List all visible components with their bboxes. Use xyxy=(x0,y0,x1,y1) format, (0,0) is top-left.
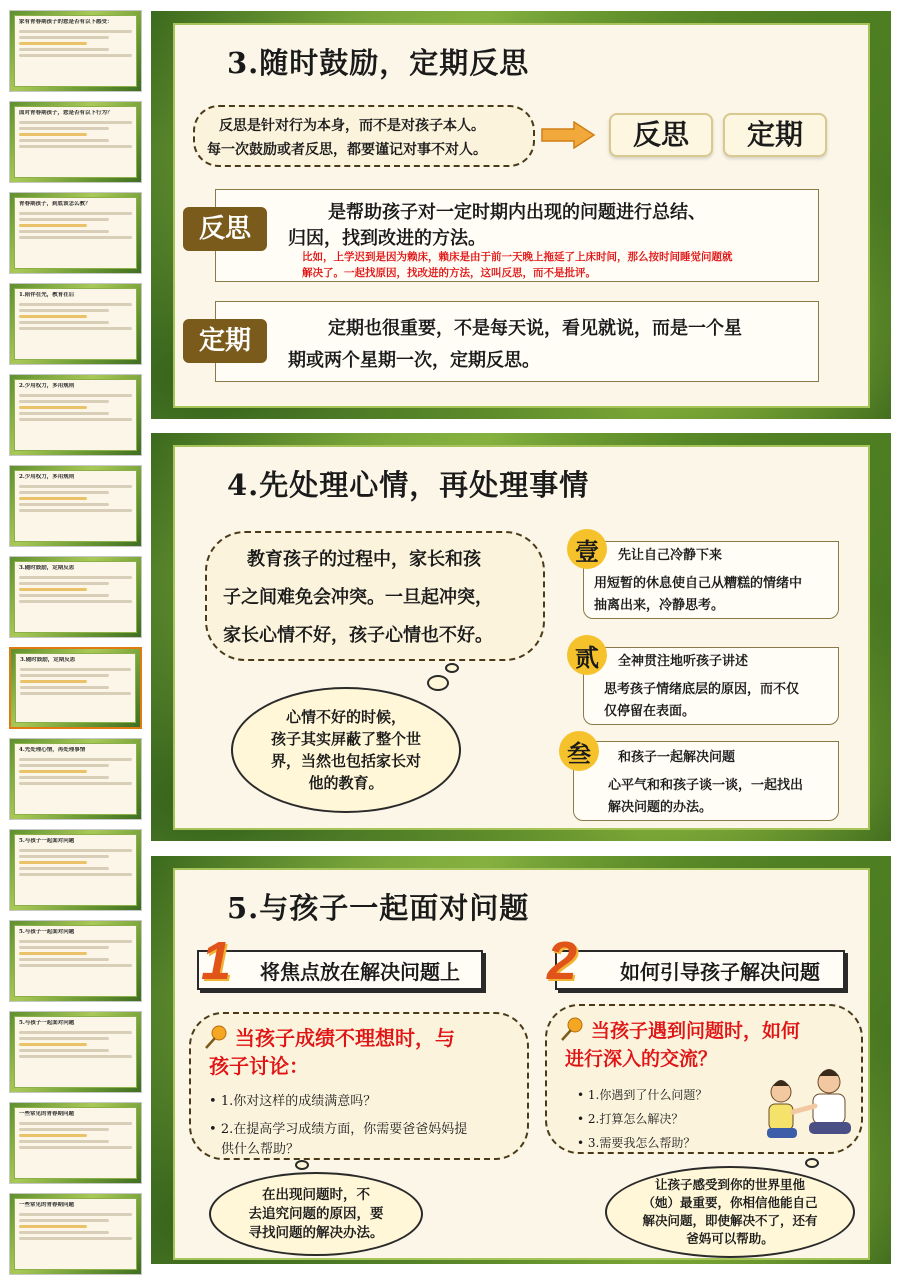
thumbnail-content xyxy=(14,1198,137,1270)
regular-description-box xyxy=(215,301,819,382)
thumbnail-title: 3.随时鼓励，定期反思 xyxy=(19,565,75,571)
left-question: 供什么帮助？ xyxy=(221,1142,300,1157)
thumbnail-content xyxy=(14,288,137,360)
right-red-heading: 当孩子遇到问题时，如何 xyxy=(591,1020,801,1042)
thumbnail-title: 5.与孩子一起面对问题 xyxy=(19,838,75,844)
main-text-line: 家长心情不好，孩子心情也不好。 xyxy=(223,625,493,646)
thumbnail-title: 2.少用权力，多用规则 xyxy=(19,383,75,389)
thumbnail-content xyxy=(14,15,137,87)
thumbnail-content xyxy=(14,470,137,542)
left-red-heading: 孩子讨论： xyxy=(209,1054,309,1078)
cloud-line: （她）最重要，你相信他能自己 xyxy=(642,1195,818,1210)
cloud-line: 爸妈可以帮助。 xyxy=(686,1231,774,1246)
pushpin-icon xyxy=(203,1024,229,1050)
number-two-icon: 2 xyxy=(547,931,578,991)
reflect-description-box xyxy=(215,189,819,282)
step-box-3 xyxy=(573,741,839,821)
step-badge-3: 叁 xyxy=(559,731,599,771)
slide-thumbnail-12[interactable] xyxy=(9,1011,142,1093)
cloud-line: 心情不好的时候， xyxy=(285,708,406,726)
intro-box xyxy=(193,105,535,167)
reflect-button[interactable]: 反思 xyxy=(609,113,713,157)
slide-title: 5.与孩子一起面对问题 xyxy=(227,891,530,925)
thumbnail-content xyxy=(14,106,137,178)
slide-thumbnail-3[interactable] xyxy=(9,192,142,274)
thumbnail-title: 5.与孩子一起面对问题 xyxy=(19,929,75,935)
slide-thumbnail-panel xyxy=(0,0,150,1286)
thumbnail-content xyxy=(15,653,136,723)
thumbnail-content xyxy=(14,561,137,633)
step-text: 解决问题的办法。 xyxy=(608,800,713,815)
cloud-line: 界，当然也包括家长对 xyxy=(270,752,421,770)
cloud-line: 在出现问题时，不 xyxy=(262,1186,370,1203)
right-discussion-box xyxy=(545,1004,863,1154)
step-text: 抽离出来，冷静思考。 xyxy=(594,598,725,613)
thumbnail-content xyxy=(14,925,137,997)
thumbnail-content xyxy=(14,1016,137,1088)
cloud-line: 解决问题，即使解决不了，还有 xyxy=(642,1213,818,1228)
slide-thumbnail-9[interactable] xyxy=(9,738,142,820)
slide-title: 3.随时鼓励，定期反思 xyxy=(227,46,530,80)
right-red-heading: 进行深入的交流？ xyxy=(565,1048,718,1070)
intro-line: 反思是针对行为本身，而不是对孩子本人。 xyxy=(219,118,485,134)
thumbnail-content xyxy=(14,197,137,269)
reflect-text: 是帮助孩子对一定时期内出现的问题进行总结、 xyxy=(328,202,706,223)
thumbnail-title: 青春期孩子，到底该怎么教？ xyxy=(19,201,91,207)
thumbnail-content xyxy=(14,743,137,815)
slide-thumbnail-10[interactable] xyxy=(9,829,142,911)
slide-thumbnail-6[interactable] xyxy=(9,465,142,547)
regular-text: 定期也很重要，不是每天说，看见就说，而是一个星 xyxy=(328,318,742,339)
reflect-example: 比如，上学迟到是因为赖床，赖床是由于前一天晚上拖延了上床时间，那么按时间睡觉问题就 xyxy=(302,251,733,263)
thumbnail-title: 一些常见的青春期问题 xyxy=(19,1111,75,1117)
thumbnail-title: 3.随时鼓励，定期反思 xyxy=(20,657,76,663)
step-box-1 xyxy=(583,541,839,619)
cloud-line: 寻找问题的解决办法。 xyxy=(248,1224,384,1241)
slide-face-problems-together[interactable] xyxy=(151,856,891,1264)
thumbnail-content xyxy=(14,379,137,451)
right-question: • 2.打算怎么解决？ xyxy=(577,1112,684,1126)
step-text: 仅停留在表面。 xyxy=(604,704,696,719)
thought-bubble-dot xyxy=(427,675,449,691)
cloud-line: 让孩子感受到你的世界里他 xyxy=(654,1177,805,1192)
step-badge-1: 壹 xyxy=(567,529,607,569)
thumbnail-content xyxy=(14,1107,137,1179)
thumbnail-content xyxy=(14,834,137,906)
slide-card xyxy=(173,23,870,408)
step-text: 心平气和和孩子谈一谈，一起找出 xyxy=(608,778,804,793)
number-one-icon: 1 xyxy=(201,931,232,991)
step-title: 全神贯注地听孩子讲述 xyxy=(618,654,749,669)
thought-bubble-dot xyxy=(295,1160,309,1170)
thumbnail-title: 面对青春期孩子，您是否有以下行为？ xyxy=(19,110,113,116)
slide-thumbnail-7[interactable] xyxy=(9,556,142,638)
cloud-line: 孩子其实屏蔽了整个世 xyxy=(270,730,421,748)
thumbnail-title: 2.少用权力，多用规则 xyxy=(19,474,75,480)
thought-bubble-dot xyxy=(445,663,459,673)
slide-card xyxy=(173,445,870,830)
thumbnail-title: 4.先处理心情，再处理事情 xyxy=(19,747,86,753)
regular-button[interactable]: 定期 xyxy=(723,113,827,157)
slide-card xyxy=(173,868,870,1260)
slide-thumbnail-8-selected[interactable] xyxy=(9,647,142,729)
thumbnail-title: 家有青春期孩子的您是否有以下感受： xyxy=(19,19,113,25)
step-text: 用短暂的休息使自己从糟糕的情绪中 xyxy=(594,576,803,591)
step-box-2 xyxy=(583,647,839,725)
slide-thumbnail-4[interactable] xyxy=(9,283,142,365)
thought-cloud-right xyxy=(605,1166,855,1258)
slide-thumbnail-14[interactable] xyxy=(9,1193,142,1275)
slide-thumbnail-5[interactable] xyxy=(9,374,142,456)
slide-thumbnail-13[interactable] xyxy=(9,1102,142,1184)
right-question: • 3.需要我怎么帮助？ xyxy=(577,1136,696,1150)
reflect-tag: 反思 xyxy=(183,207,267,251)
regular-tag: 定期 xyxy=(183,319,267,363)
left-red-heading: 当孩子成绩不理想时，与 xyxy=(235,1026,455,1050)
intro-line: 每一次鼓励或者反思，都要谨记对事不对人。 xyxy=(207,142,487,158)
main-text-box xyxy=(205,531,545,661)
step-title: 先让自己冷静下来 xyxy=(618,548,723,563)
heading-guide-child xyxy=(555,950,845,990)
slide-thumbnail-1[interactable] xyxy=(9,10,142,92)
cloud-line: 去追究问题的原因，要 xyxy=(248,1205,384,1222)
step-badge-2: 贰 xyxy=(567,635,607,675)
thumbnail-title: 一些常见的青春期问题 xyxy=(19,1202,75,1208)
heading-text: 如何引导孩子解决问题 xyxy=(620,959,820,984)
regular-text: 期或两个星期一次，定期反思。 xyxy=(288,350,540,371)
reflect-text: 归因，找到改进的方法。 xyxy=(288,228,486,249)
heading-focus-solution xyxy=(197,950,483,990)
left-question: • 2.在提高学习成绩方面，你需要爸爸妈妈提 xyxy=(209,1122,468,1137)
slide-title: 4.先处理心情，再处理事情 xyxy=(227,468,590,502)
slide-handle-emotions[interactable] xyxy=(151,433,891,841)
right-arrow-icon xyxy=(540,121,596,149)
slide-regular-reflection[interactable] xyxy=(151,11,891,419)
thought-bubble-dot xyxy=(805,1158,819,1168)
step-text: 思考孩子情绪底层的原因，而不仅 xyxy=(604,682,800,697)
thumbnail-title: 1.陪伴在先，教育在后 xyxy=(19,292,75,298)
step-title: 和孩子一起解决问题 xyxy=(618,750,736,765)
reflect-example: 解决了。一起找原因，找改进的方法，这叫反思，而不是批评。 xyxy=(302,267,596,279)
left-question: • 1.你对这样的成绩满意吗？ xyxy=(209,1094,377,1109)
pushpin-icon xyxy=(559,1016,585,1042)
thumbnail-title: 5.与孩子一起面对问题 xyxy=(19,1020,75,1026)
heading-text: 将焦点放在解决问题上 xyxy=(260,959,460,984)
cloud-line: 他的教育。 xyxy=(308,774,384,792)
slide-thumbnail-2[interactable] xyxy=(9,101,142,183)
thought-cloud-left xyxy=(209,1172,423,1256)
main-text-line: 教育孩子的过程中，家长和孩 xyxy=(247,549,481,570)
right-question: • 1.你遇到了什么问题？ xyxy=(577,1088,708,1102)
slide-thumbnail-11[interactable] xyxy=(9,920,142,1002)
main-text-line: 子之间难免会冲突。一旦起冲突， xyxy=(223,587,493,608)
left-discussion-box xyxy=(189,1012,529,1160)
thought-cloud xyxy=(231,687,461,813)
parent-child-illustration xyxy=(751,1062,861,1148)
